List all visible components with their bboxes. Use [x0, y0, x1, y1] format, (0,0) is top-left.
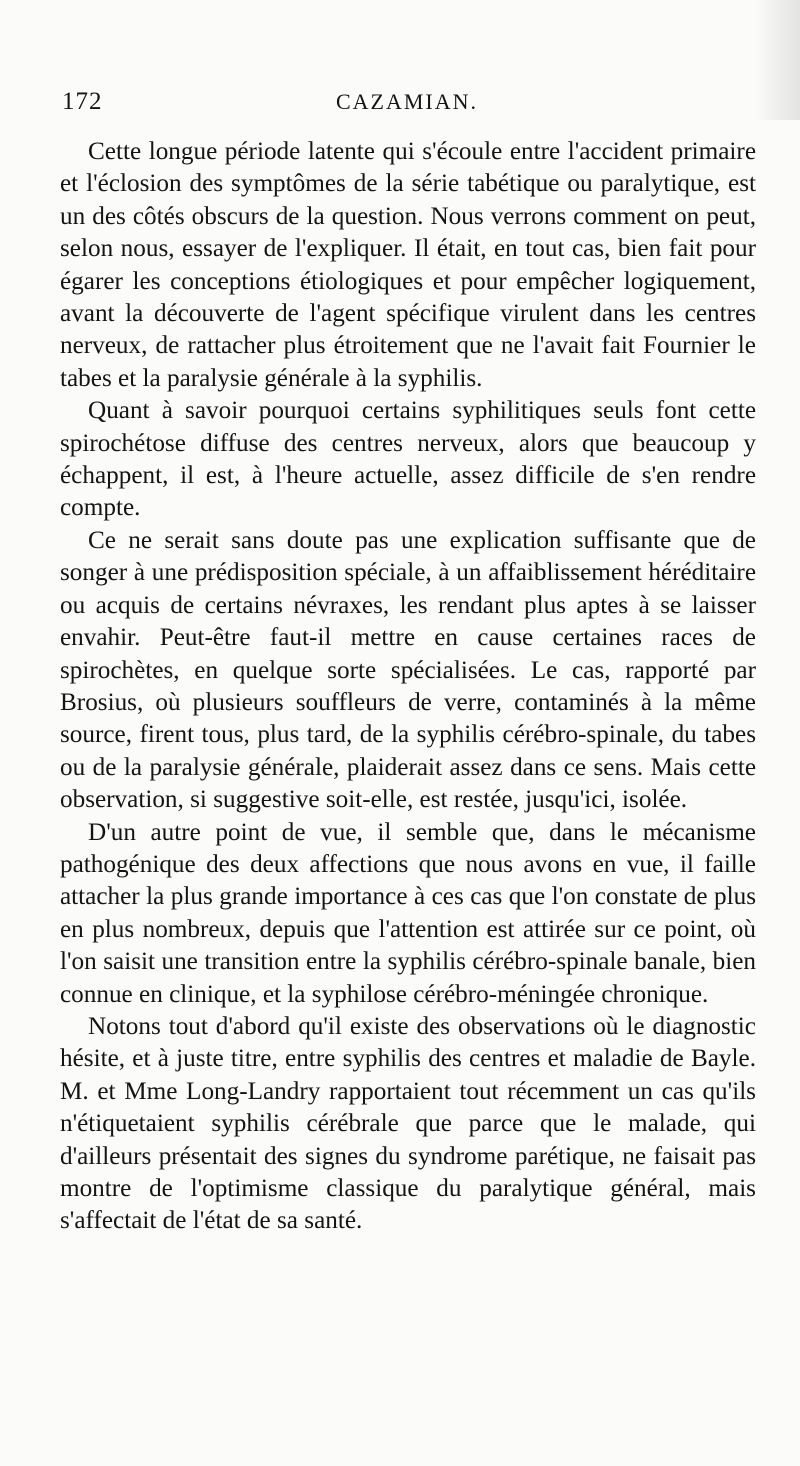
paragraph: Cette longue période latente qui s'écoule entre l'accident primaire et l'éclosion des symptômes de la série tabétique ou paralytique, est un des côtés obscurs de la question. Nous verrons comment on peut, selon nous, essayer de l'expliquer. Il était, en tout cas, bien fait pour égarer les conceptions étiologiques et pour empêcher logiquement, avant la découverte de l'agent spécifique virulent dans les centres nerveux, de rattacher plus étroitement que ne l'avait fait Fournier le tabes et la paralysie générale à la syphilis.	[60, 138, 756, 392]
paragraph: Quant à savoir pourquoi certains syphilitiques seuls font cette spirochétose diffuse des centres nerveux, alors que beaucoup y échappent, il est, à l'heure actuelle, assez difficile de s'en rendre compte.	[60, 397, 756, 522]
running-title: CAZAMIAN.	[335, 89, 479, 114]
paragraph: Ce ne serait sans doute pas une explication suffisante que de songer à une prédisposition spéciale, à un affaiblissement héréditaire ou acquis de certains névraxes, les rendant plus aptes à se laisser envahir. Peut-être faut-il mettre en cause certaines races de spirochètes, en quelque sorte spécialisées. Le cas, rapporté par Brosius, où plusieurs souffleurs de verre, contaminés à la même source, firent tous, plus tard, de la syphilis cérébro-spinale, du tabes ou de la paralysie générale, plaiderait assez dans ce sens. Mais cette observation, si suggestive soit-elle, est restée, jusqu'ici, isolée.	[60, 526, 756, 814]
paragraph: Notons tout d'abord qu'il existe des observations où le diagnostic hésite, et à juste titre, entre syphilis des centres et maladie de Bayle. M. et Mme Long-Landry rapportaient tout récemment un cas qu'ils n'étiquetaient syphilis cérébrale que parce que le malade, qui d'ailleurs présentait des signes du syndrome parétique, ne faisait pas montre de l'optimisme classique du paralytique général, mais s'affectait de l'état de sa santé.	[60, 1012, 756, 1235]
body-text	[60, 136, 756, 1238]
paragraph: D'un autre point de vue, il semble que, dans le mécanisme pathogénique des deux affections que nous avons en vue, il faille attacher la plus grande importance à ces cas que l'on constate de plus en plus nombreux, depuis que l'attention est attirée sur ce point, où l'on saisit une transition entre la syphilis cérébro-spinale banale, bien connue en clinique, et la syphilose cérébro-méningée chronique.	[60, 818, 756, 1008]
scan-shadow	[754, 0, 800, 120]
page-header	[62, 88, 752, 122]
page-number: 172	[62, 88, 103, 115]
